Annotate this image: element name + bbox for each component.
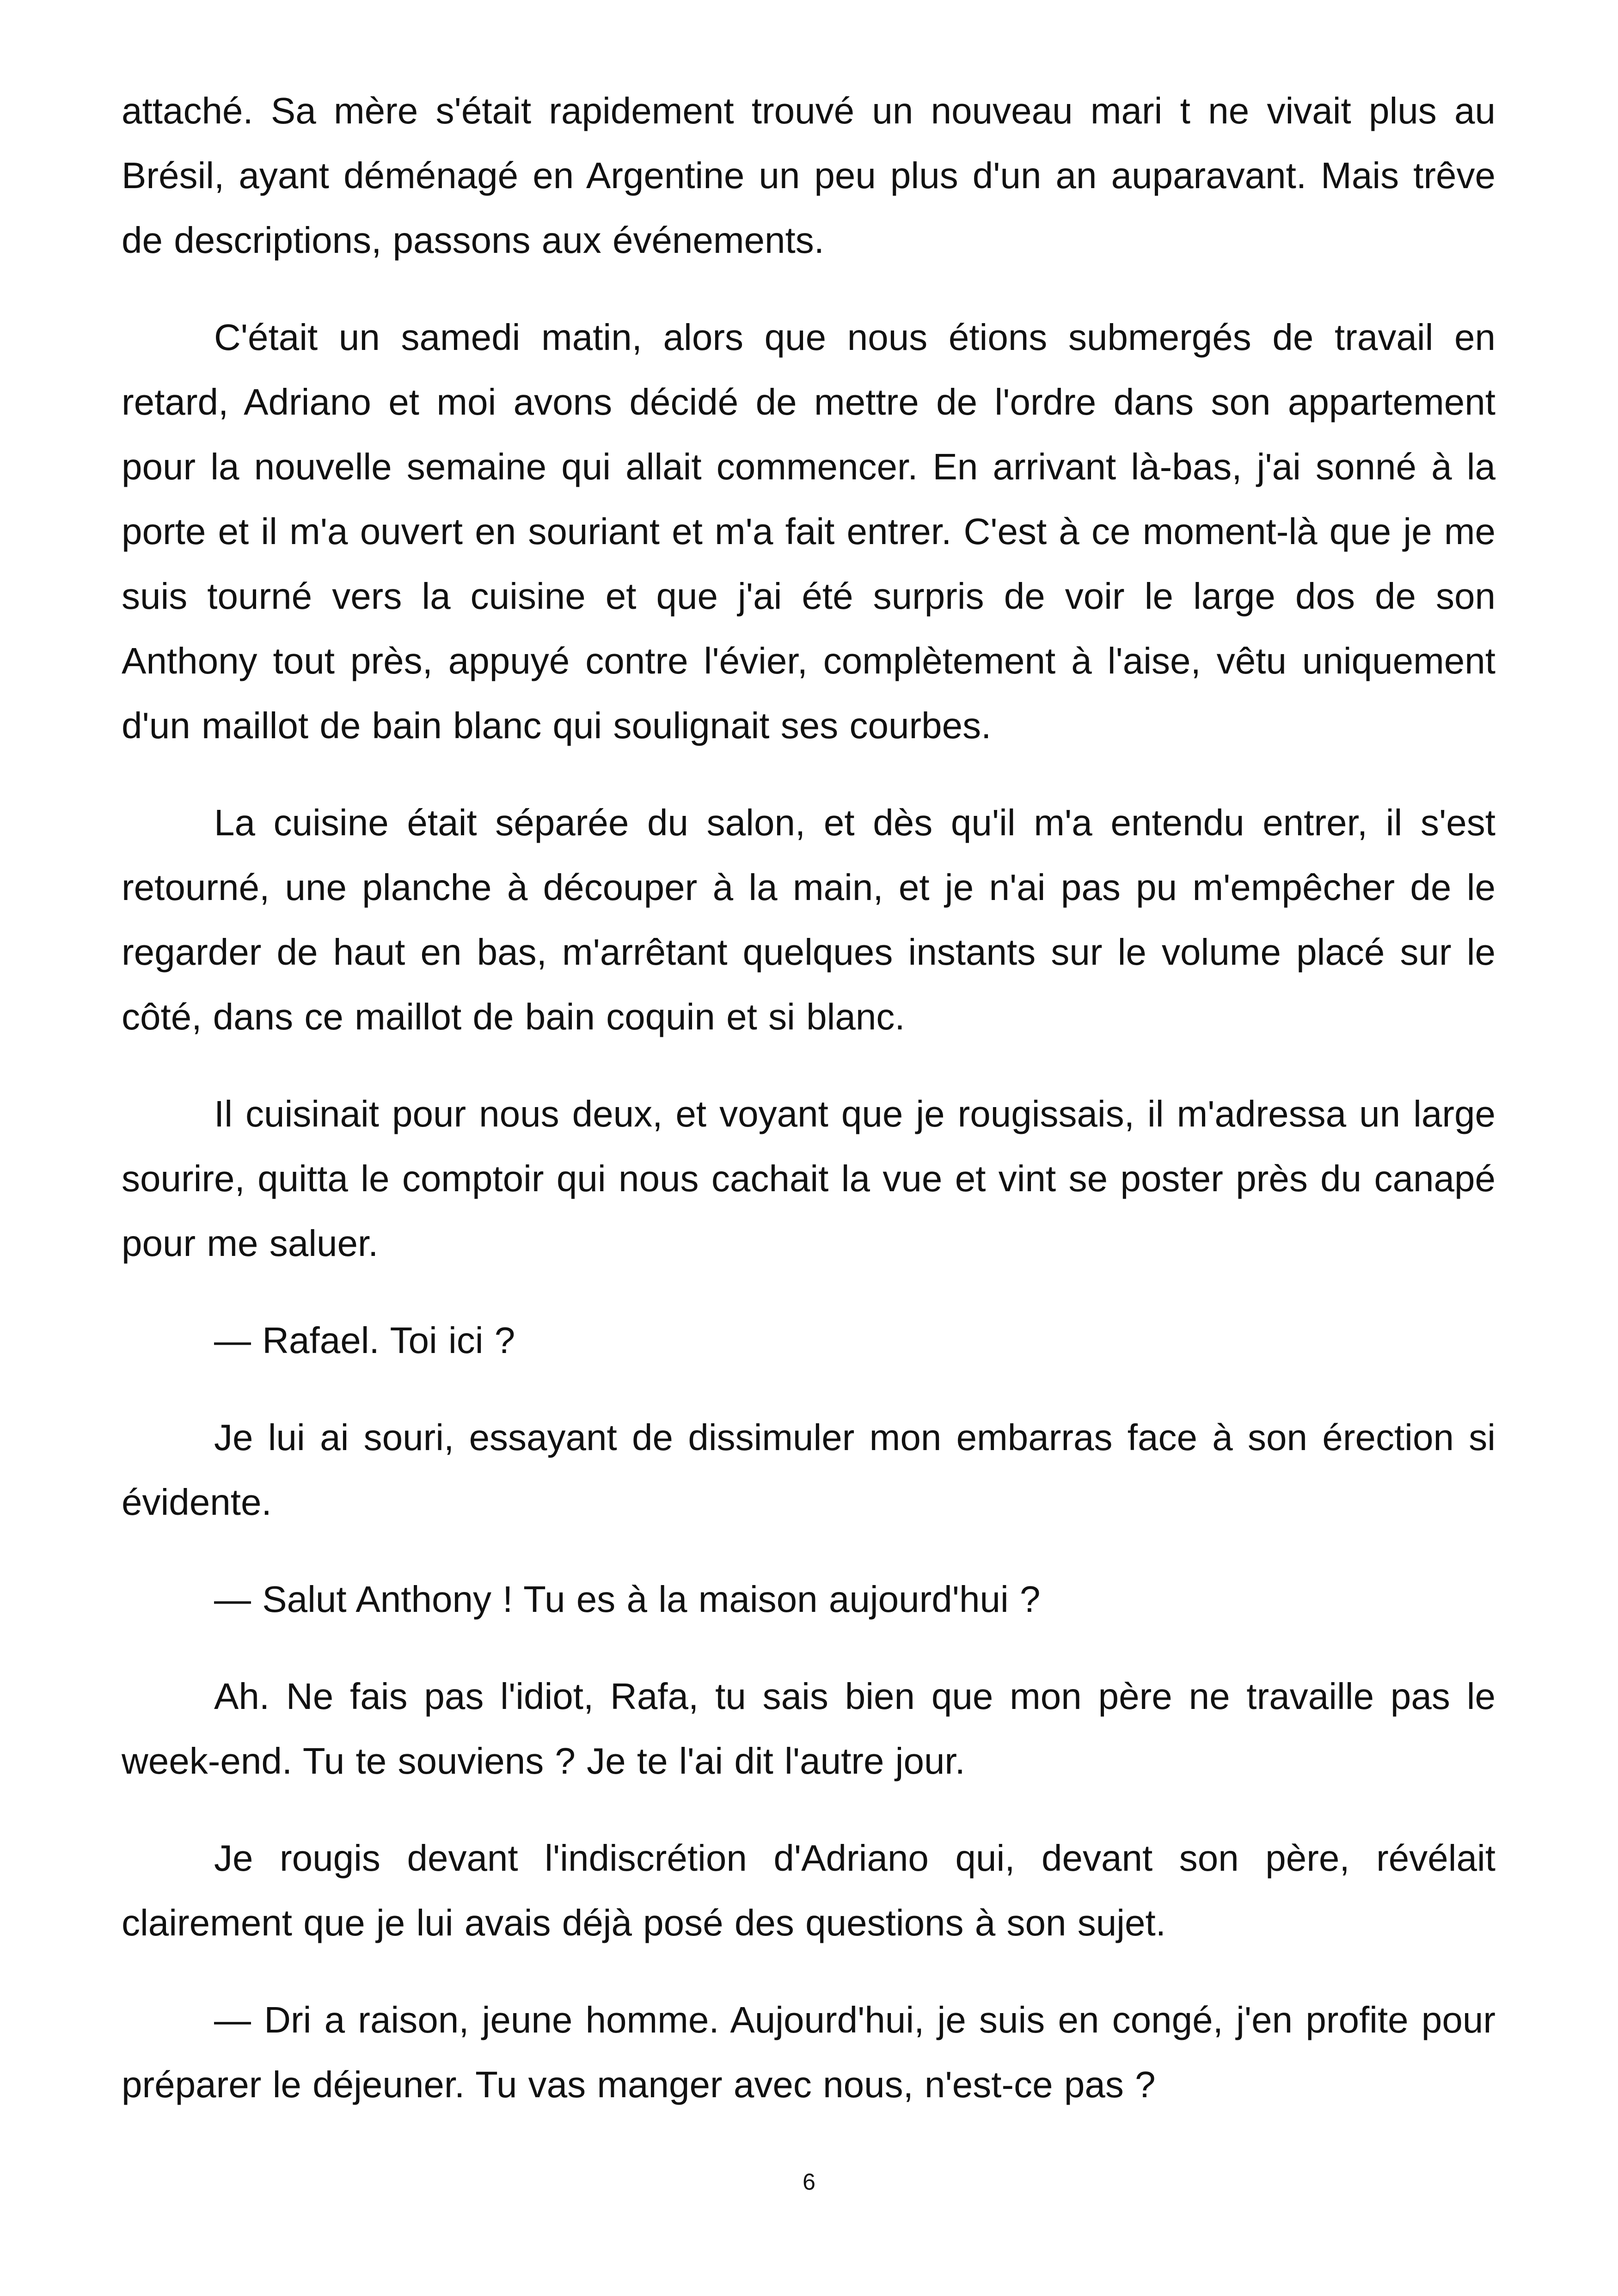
paragraph: Il cuisinait pour nous deux, et voyant que je rougissais, il m'adressa un large sourire, quitta le comptoir qui nous cachait la vue et vint se poster près du canapé pour me saluer. bbox=[122, 1093, 1495, 1264]
paragraph: Ah. Ne fais pas l'idiot, Rafa, tu sais bien que mon père ne travaille pas le week-end. Tu te souviens ? Je te l'ai dit l'autre jour. bbox=[122, 1676, 1495, 1782]
paragraph: C'était un samedi matin, alors que nous étions submergés de travail en retard, Adriano et moi avons décidé de mettre de l'ordre dans son appartement pour la nouvelle semaine qui allait commencer. En arrivant là-bas, j'ai sonné à la porte et il m'a ouvert en souriant et m'a fait entrer. C'est à ce moment-là que je me suis tourné vers la cuisine et que j'ai été surpris de voir le large dos de son Anthony tout près, appuyé contre l'évier, complètement à l'aise, vêtu uniquement d'un maillot de bain blanc qui soulignait ses courbes. bbox=[122, 317, 1495, 746]
document-body bbox=[122, 79, 1495, 2149]
dialogue-line: — Dri a raison, jeune homme. Aujourd'hui, je suis en congé, j'en profite pour préparer le déjeuner. Tu vas manger avec nous, n'est-ce pas ? bbox=[122, 1999, 1495, 2105]
dialogue-line: — Salut Anthony ! Tu es à la maison aujourd'hui ? bbox=[214, 1579, 1041, 1620]
paragraph: La cuisine était séparée du salon, et dès qu'il m'a entendu entrer, il s'est retourné, une planche à découper à la main, et je n'ai pas pu m'empêcher de le regarder de haut en bas, m'arrêtant quelques instants sur le volume placé sur le côté, dans ce maillot de bain coquin et si blanc. bbox=[122, 802, 1495, 1037]
paragraph: attaché. Sa mère s'était rapidement trouvé un nouveau mari t ne vivait plus au Brésil, ayant déménagé en Argentine un peu plus d'un an auparavant. Mais trêve de descriptions, passons aux événements. bbox=[122, 90, 1495, 261]
page-number: 6 bbox=[803, 2169, 815, 2195]
paragraph: Je rougis devant l'indiscrétion d'Adriano qui, devant son père, révélait clairement que je lui avais déjà posé des questions à son sujet. bbox=[122, 1837, 1495, 1943]
paragraph: Je lui ai souri, essayant de dissimuler mon embarras face à son érection si évidente. bbox=[122, 1417, 1495, 1523]
dialogue-line: — Rafael. Toi ici ? bbox=[214, 1320, 515, 1361]
